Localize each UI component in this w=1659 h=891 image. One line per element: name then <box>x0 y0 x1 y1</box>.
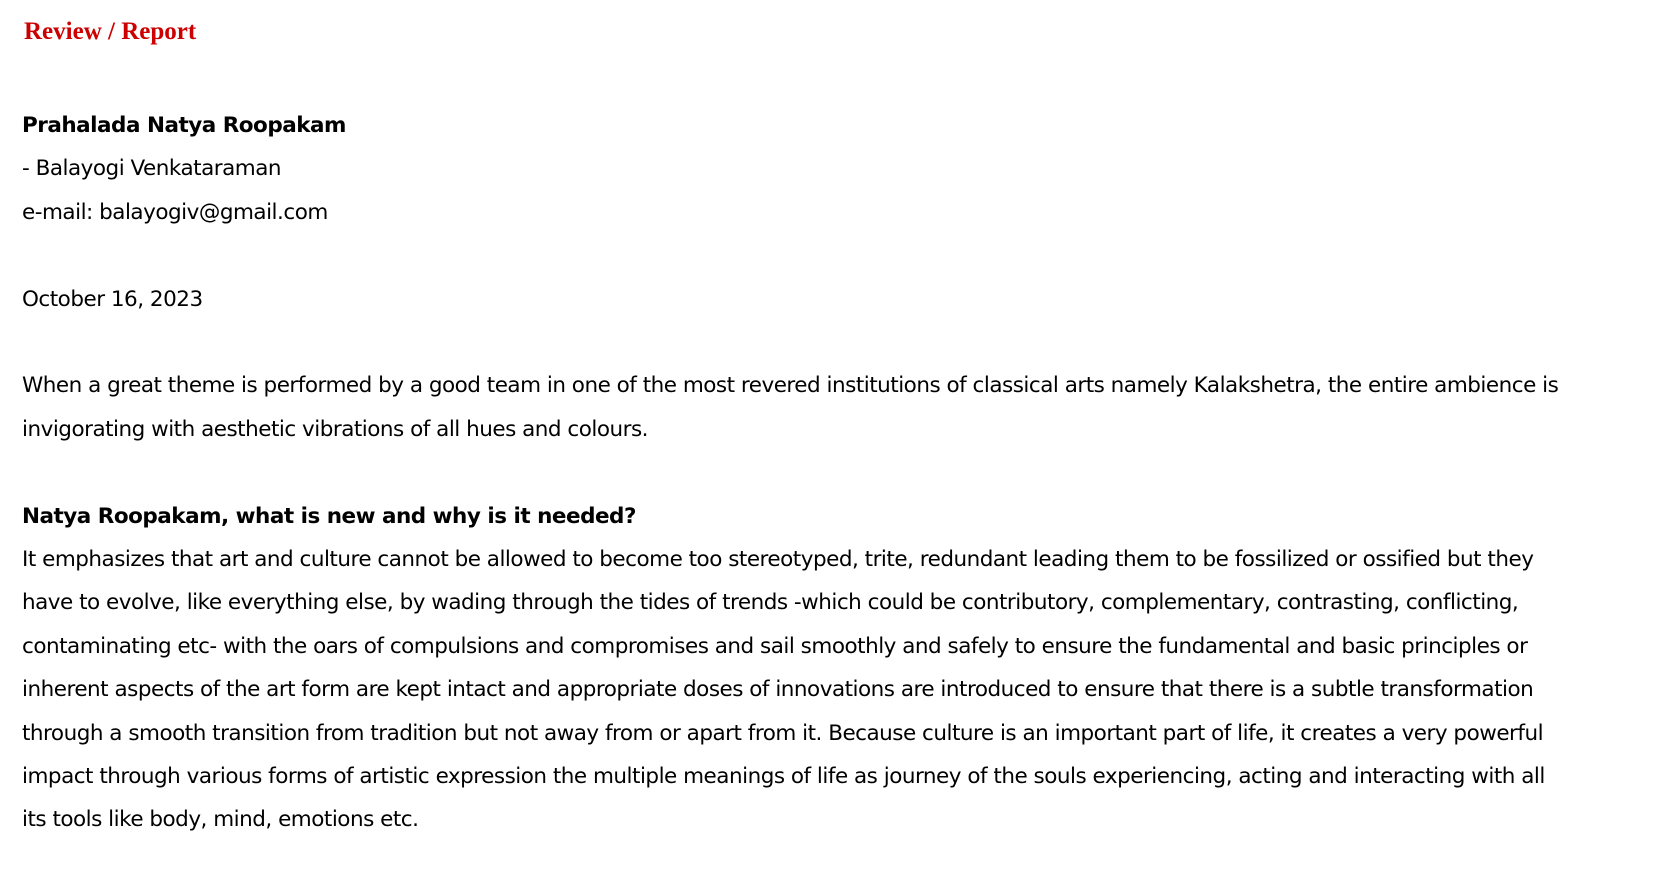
section-heading: Review / Report <box>24 18 197 45</box>
intro-paragraph-line: invigorating with aesthetic vibrations of all hues and colours. <box>22 416 649 442</box>
article-title: Prahalada Natya Roopakam <box>22 113 346 138</box>
spacer <box>22 321 1582 364</box>
article-date: October 16, 2023 <box>22 286 203 312</box>
body-paragraph-line: contaminating etc- with the oars of compulsions and compromises and sail smoothly and safely to ensure the fundamental and basic principles or <box>22 633 1528 659</box>
section-subheading: Natya Roopakam, what is new and why is it needed? <box>22 503 636 529</box>
article-author: - Balayogi Venkataraman <box>22 156 282 182</box>
body-paragraph-line: impact through various forms of artistic expression the multiple meanings of life as journey of the souls experiencing, acting and interacting with all <box>22 764 1545 790</box>
author-email: e-mail: balayogiv@gmail.com <box>22 199 328 225</box>
intro-paragraph-line: When a great theme is performed by a good team in one of the most revered institutions of classical arts namely Kalakshetra, the entire ambience is <box>22 373 1559 399</box>
body-paragraph-line: inherent aspects of the art form are kept intact and appropriate doses of innovations are introduced to ensure that there is a subtle transformation <box>22 677 1534 703</box>
body-paragraph-line: It emphasizes that art and culture cannot be allowed to become too stereotyped, trite, redundant leading them to be fossilized or ossified but they <box>22 547 1534 573</box>
body-paragraph-line: through a smooth transition from tradition but not away from or apart from it. Because culture is an important part of life, it creates a very powerful <box>22 720 1544 746</box>
body-paragraph-line: its tools like body, mind, emotions etc. <box>22 807 419 833</box>
article-content <box>22 104 1582 842</box>
spacer <box>22 451 1582 494</box>
body-paragraph-line: have to evolve, like everything else, by wading through the tides of trends -which could be contributory, complementary, contrasting, conflicting, <box>22 590 1519 616</box>
spacer <box>22 234 1582 277</box>
